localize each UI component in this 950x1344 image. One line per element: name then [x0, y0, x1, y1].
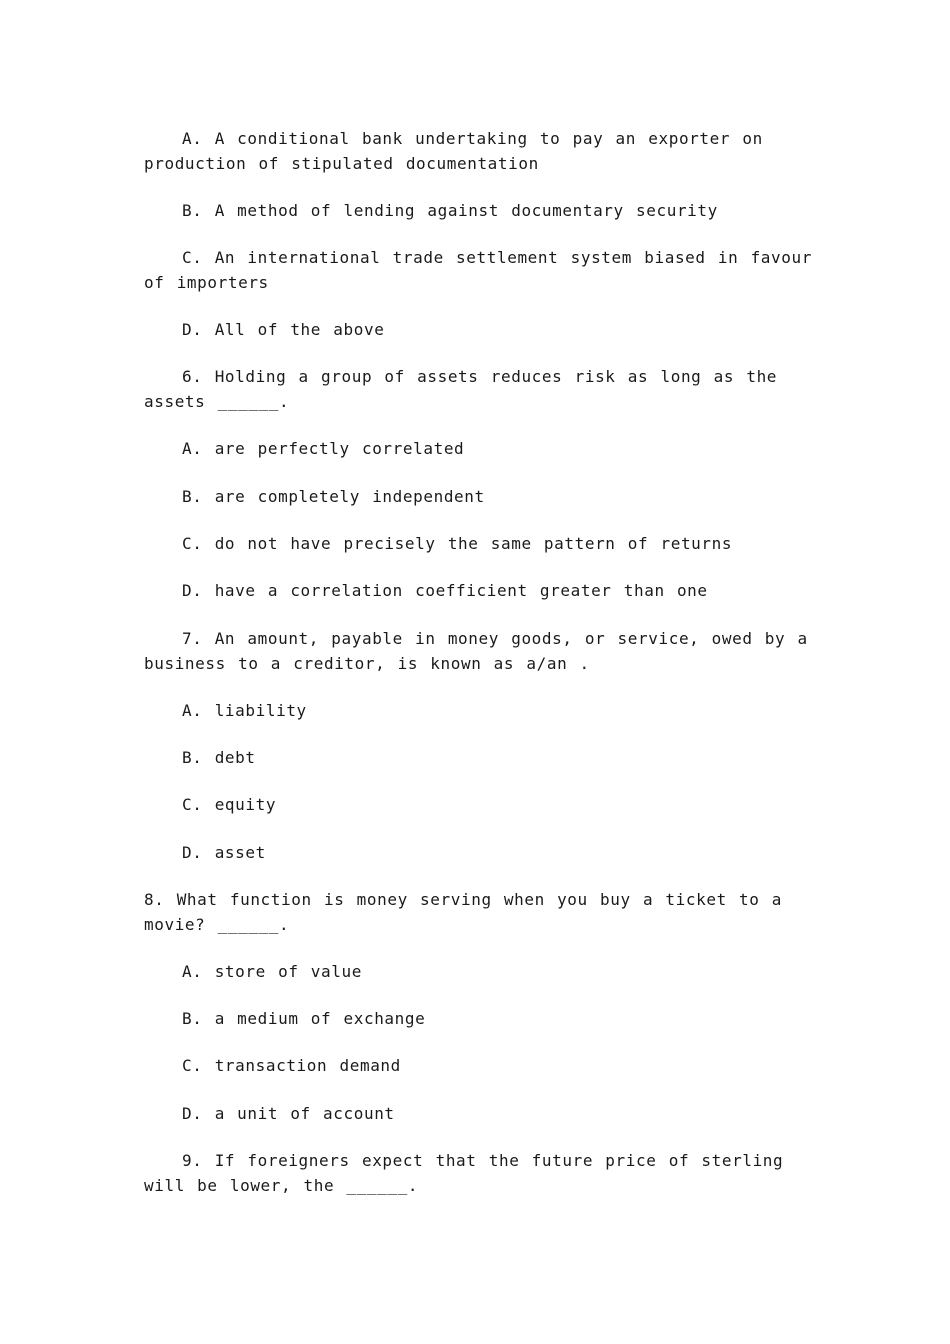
q6-option-c: C. do not have precisely the same pattern of returns: [182, 534, 733, 553]
q6-option-d: D. have a correlation coefficient greater than one: [182, 581, 708, 600]
question-7: 7. An amount, payable in money goods, or service, owed by a business to a creditor, is known as a/an .: [144, 629, 808, 673]
q8-option-a: A. store of value: [182, 962, 362, 981]
q7-option-c: C. equity: [182, 795, 277, 814]
q6-option-b: B. are completely independent: [182, 487, 485, 506]
q8-option-c: C. transaction demand: [182, 1056, 401, 1075]
q8-option-d: D. a unit of account: [182, 1104, 395, 1123]
q8-option-b: B. a medium of exchange: [182, 1009, 426, 1028]
question-6: 6. Holding a group of assets reduces risk as long as the assets ______.: [144, 367, 778, 411]
q5-option-a: A. A conditional bank undertaking to pay an exporter on production of stipulated documentation: [144, 129, 763, 173]
q7-option-d: D. asset: [182, 843, 266, 862]
q5-option-c: C. An international trade settlement system biased in favour of importers: [144, 248, 812, 292]
q7-option-b: B. debt: [182, 748, 256, 767]
q7-option-a: A. liability: [182, 701, 307, 720]
q5-option-b: B. A method of lending against documentary security: [182, 201, 718, 220]
question-8: 8. What function is money serving when you buy a ticket to a movie? ______.: [144, 890, 782, 934]
question-9: 9. If foreigners expect that the future price of sterling will be lower, the ______.: [144, 1151, 784, 1195]
q6-option-a: A. are perfectly correlated: [182, 439, 465, 458]
q5-option-d: D. All of the above: [182, 320, 385, 339]
